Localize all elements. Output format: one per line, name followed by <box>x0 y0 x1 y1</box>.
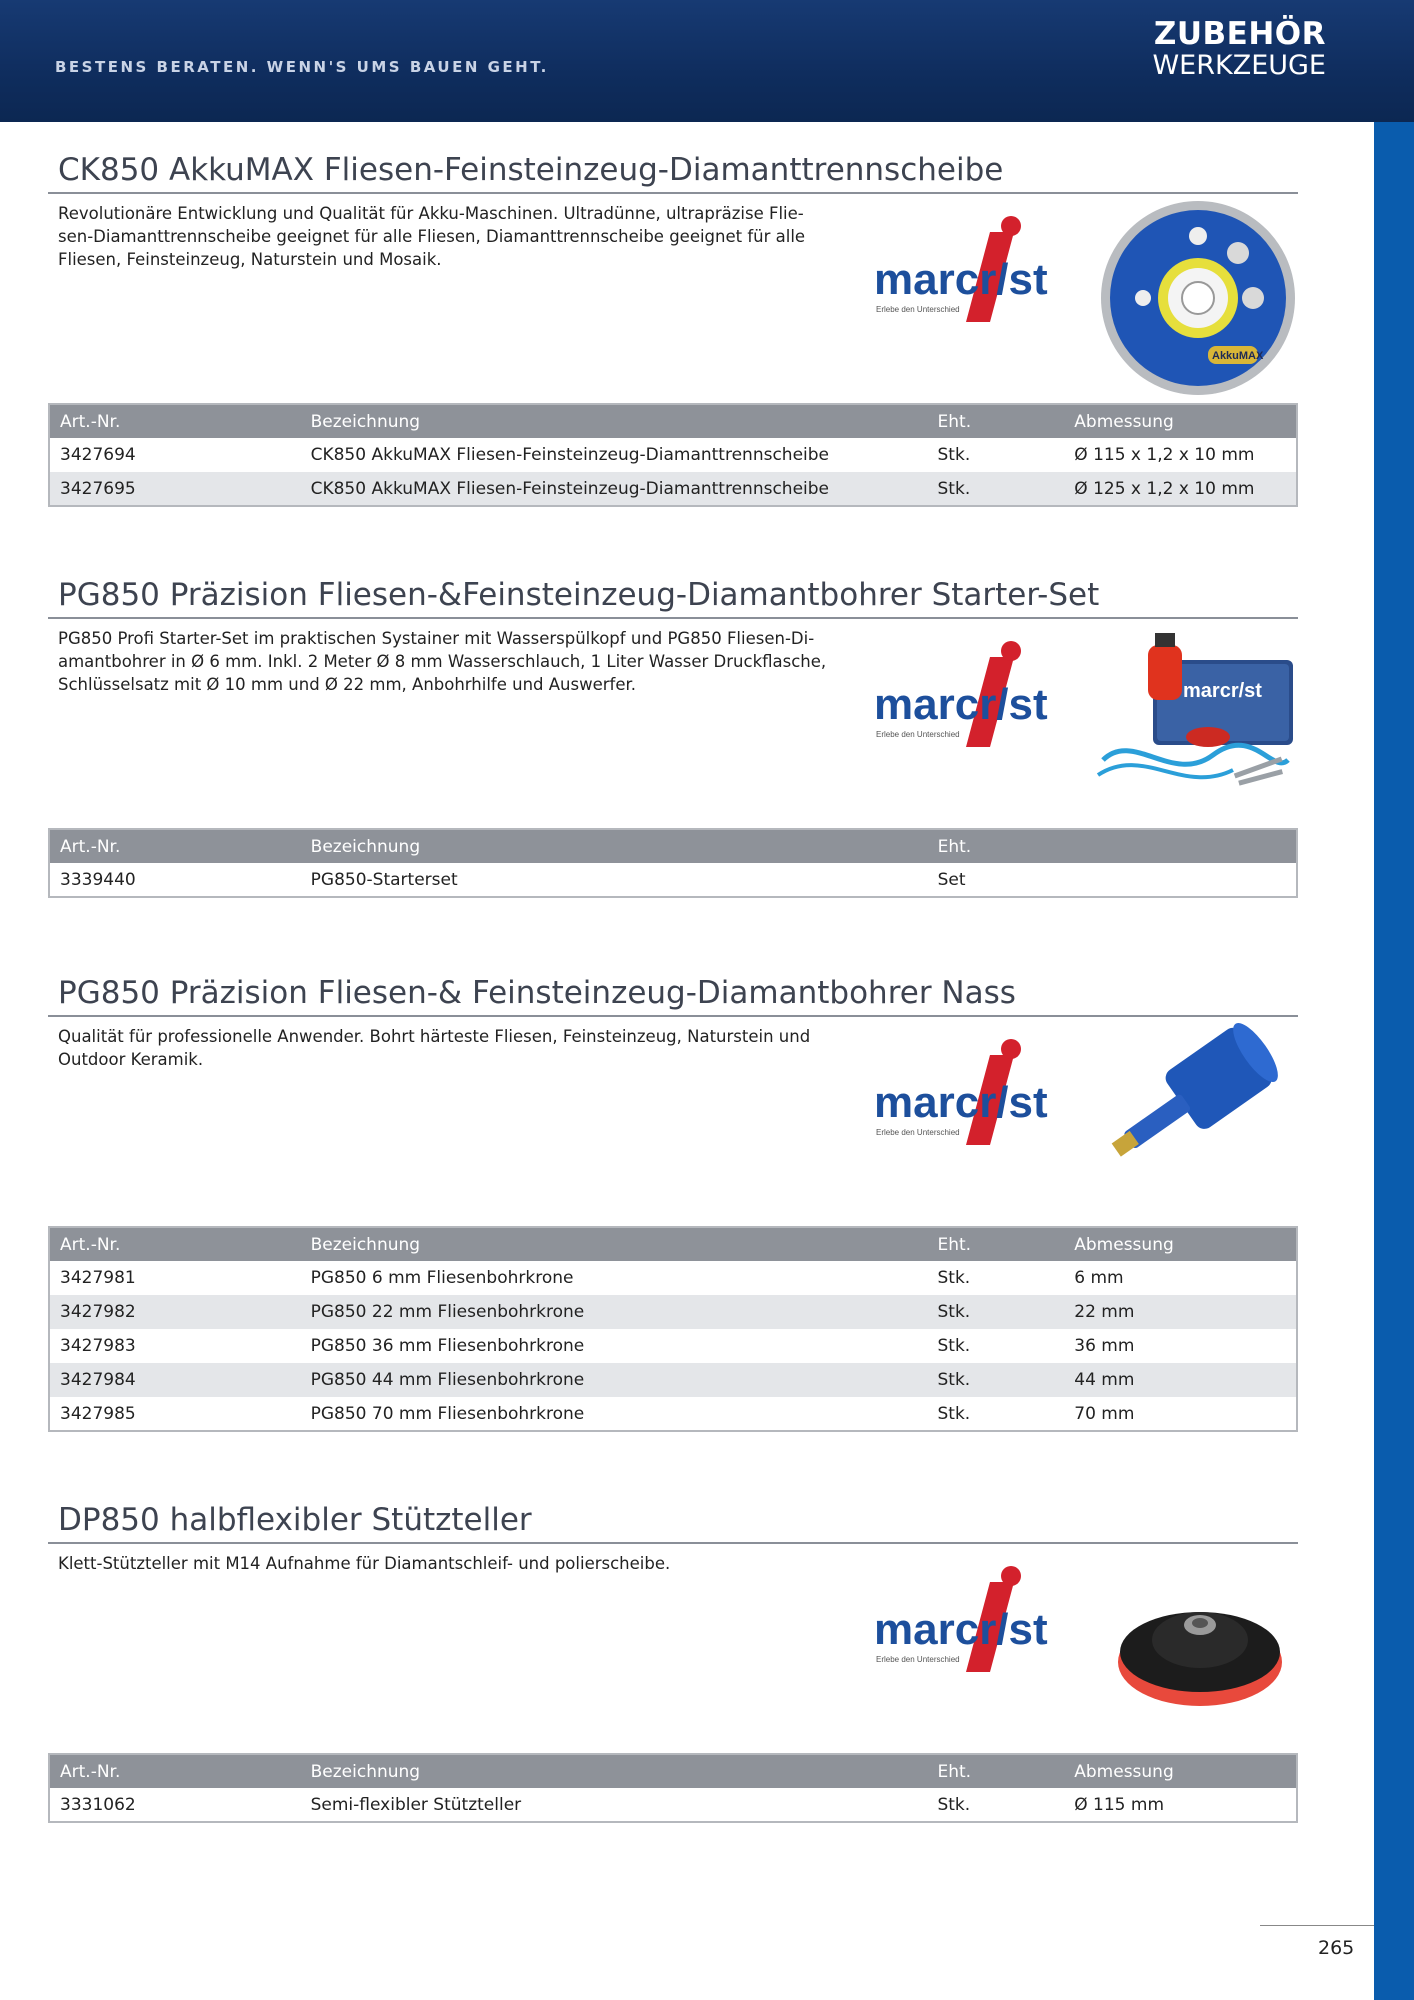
section-title: PG850 Präzision Fliesen-&Feinsteinzeug-Diamantbohrer Starter-Set <box>58 577 1100 613</box>
svg-text:Erlebe den Unterschied: Erlebe den Unterschied <box>876 1128 960 1137</box>
side-color-bar <box>1374 122 1414 2000</box>
section-title: PG850 Präzision Fliesen-& Feinsteinzeug-Diamantbohrer Nass <box>58 975 1016 1011</box>
backing-pad-image <box>1113 1590 1288 1710</box>
diamond-disc-image <box>1098 198 1298 398</box>
page-number-rule <box>1260 1925 1374 1926</box>
drill-bit-image <box>1098 1018 1298 1188</box>
starter-set-image <box>1093 625 1298 795</box>
section-description: Revolutionäre Entwicklung und Qualität für Akku-Maschinen. Ultradünne, ultrapräzise Flie- sen-Diamanttrennscheibe geeignet für alle Fliesen, Diamanttrennscheibe geeignet für alle Fliesen, Feinsteinzeug, Naturstein und Mosaik. <box>58 204 806 269</box>
svg-text:AkkuMAX: AkkuMAX <box>1212 350 1264 362</box>
spec-table: Art.-Nr. Bezeichnung Eht. Abmessung 3331062 Semi-flexibler Stützteller Stk. Ø 115 mm <box>48 1753 1298 1823</box>
table-row: 3427984 PG850 44 mm Fliesenbohrkrone Stk. 44 mm <box>49 1363 1297 1397</box>
header-slogan: BESTENS BERATEN. WENN'S UMS BAUEN GEHT. <box>55 58 549 76</box>
svg-text:marcr/st: marcr/st <box>874 680 1048 729</box>
title-divider <box>48 192 1298 194</box>
svg-text:Erlebe den Unterschied: Erlebe den Unterschied <box>876 1655 960 1664</box>
section-title: DP850 halbflexibler Stützteller <box>58 1502 532 1538</box>
svg-text:Erlebe den Unterschied: Erlebe den Unterschied <box>876 730 960 739</box>
svg-text:marcr/st: marcr/st <box>874 255 1048 304</box>
spec-table: Art.-Nr. Bezeichnung Eht. 3339440 PG850-Starterset Set <box>48 828 1298 898</box>
page-header <box>0 0 1414 122</box>
table-row: 3427694 CK850 AkkuMAX Fliesen-Feinsteinzeug-Diamanttrennscheibe Stk. Ø 115 x 1,2 x 10 mm <box>60 445 1255 465</box>
marcrist-logo <box>872 210 1082 330</box>
table-row: 3427985 PG850 70 mm Fliesenbohrkrone Stk. 70 mm <box>60 1403 1135 1424</box>
header-subcategory: WERKZEUGE <box>1152 50 1326 81</box>
section-title: CK850 AkkuMAX Fliesen-Feinsteinzeug-Diamanttrennscheibe <box>58 152 1004 188</box>
section-dp850 <box>48 1500 1298 1815</box>
table-row: 3427982 PG850 22 mm Fliesenbohrkrone Stk. 22 mm <box>49 1295 1297 1329</box>
title-divider <box>48 1015 1298 1017</box>
header-category: ZUBEHÖR <box>1153 16 1326 52</box>
table-row: 3427981 PG850 6 mm Fliesenbohrkrone Stk. 6 mm <box>60 1268 1124 1288</box>
marcrist-logo <box>872 1560 1082 1680</box>
title-divider <box>48 1542 1298 1544</box>
table-row: 3331062 Semi-flexibler Stützteller Stk. Ø 115 mm <box>60 1794 1165 1815</box>
spec-table: Art.-Nr. Bezeichnung Eht. Abmessung 3427694 CK850 AkkuMAX Fliesen-Feinsteinzeug-Diamanttrennscheibe Stk. Ø 115 x 1,2 x 10 mm 3427695 CK850 AkkuMAX Fliesen-Feinsteinzeug-Diamanttrennscheibe Stk. Ø 125 x 1,2 x 10 mm <box>48 403 1298 507</box>
section-ck850 <box>48 150 1298 499</box>
spec-table: Art.-Nr. Bezeichnung Eht. Abmessung 3427981 PG850 6 mm Fliesenbohrkrone Stk. 6 mm 3427982 PG850 22 mm Fliesenbohrkrone Stk. 22 mm 3427983 PG850 36 mm Fliesenbohrkrone Stk. 36 mm 3427984 PG850 44 mm Fliesenbohrkrone Stk. 44 mm 3427985 PG850 70 mm Fliesenbohrkrone Stk. 70 mm <box>48 1226 1298 1432</box>
title-divider <box>48 617 1298 619</box>
table-row: 3427695 CK850 AkkuMAX Fliesen-Feinsteinzeug-Diamanttrennscheibe Stk. Ø 125 x 1,2 x 10 mm <box>49 472 1297 506</box>
svg-text:marcr/st: marcr/st <box>874 1605 1048 1654</box>
section-description: Klett-Stützteller mit M14 Aufnahme für Diamantschleif- und polierscheibe. <box>58 1554 671 1573</box>
page-number: 265 <box>1318 1937 1355 1959</box>
section-description: Qualität für professionelle Anwender. Bohrt härteste Fliesen, Feinsteinzeug, Naturstein und Outdoor Keramik. <box>58 1027 811 1069</box>
marcrist-logo <box>872 1033 1082 1153</box>
table-row: 3427983 PG850 36 mm Fliesenbohrkrone Stk. 36 mm <box>60 1336 1135 1356</box>
section-pg850-starter <box>48 575 1298 890</box>
section-description: PG850 Profi Starter-Set im praktischen Systainer mit Wasserspülkopf und PG850 Fliesen-Di- amantbohrer in Ø 6 mm. Inkl. 2 Meter Ø 8 mm Wasserschlauch, 1 Liter Wasser Druckflasche, Schlüsselsatz mit Ø 10 mm und Ø 22 mm, Anbohrhilfe und Auswerfer. <box>58 629 827 694</box>
svg-text:marcr/st: marcr/st <box>1183 680 1262 702</box>
svg-text:marcr/st: marcr/st <box>874 1078 1048 1127</box>
svg-text:Erlebe den Unterschied: Erlebe den Unterschied <box>876 305 960 314</box>
table-row: 3339440 PG850-Starterset Set <box>60 869 966 890</box>
section-pg850-nass <box>48 973 1298 1424</box>
marcrist-logo <box>872 635 1082 755</box>
